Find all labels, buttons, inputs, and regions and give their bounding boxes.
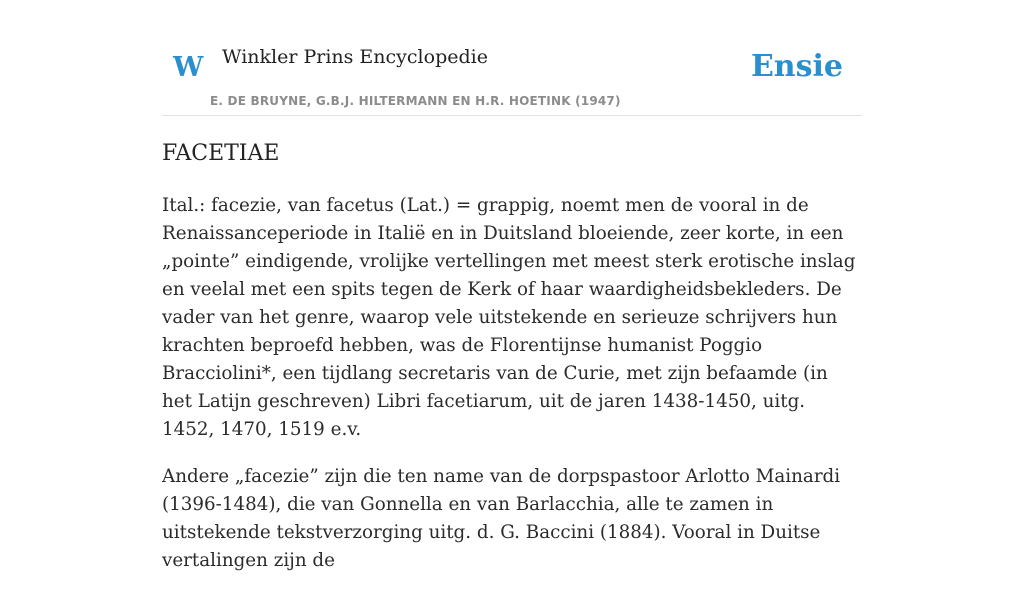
source-header (162, 0, 862, 116)
entry-title: FACETIAE (162, 141, 280, 166)
entry-paragraph-1: Ital.: facezie, van facetus (Lat.) = grappig, noemt men de vooral in de Renaissanceperiode in Italië en in Duitsland bloeiende, zeer korte, in een „pointe” eindigende, vrolijke vertellingen met meest sterk erotische inslag en veelal met een spits tegen de Kerk of haar waardigheidsbekleders. De vader van het genre, waarop vele uitstekende en serieuze schrijvers hun krachten beproefd hebben, was de Florentijnse humanist Poggio Bracciolini*, een tijdlang secretaris van de Curie, met zijn befaamde (in het Latijn geschreven) Libri facetiarum, uit de jaren 1438-1450, uitg. 1452, 1470, 1519 e.v. (162, 195, 856, 440)
ensie-brand-logo[interactable]: Ensie (750, 49, 843, 84)
entry-body (162, 192, 862, 594)
source-logo-icon[interactable]: W (173, 52, 204, 83)
source-title-link[interactable]: Winkler Prins Encyclopedie (222, 46, 488, 68)
entry-paragraph-2: Andere „facezie” zijn die ten name van de dorpspastoor Arlotto Mainardi (1396-1484), die van Gonnella en van Barlacchia, alle te zamen in uitstekende tekstverzorging uitg. d. G. Baccini (1884). Vooral in Duitse vertalingen zijn de (162, 466, 841, 571)
source-authors: E. DE BRUYNE, G.B.J. HILTERMANN EN H.R. HOETINK (1947) (210, 94, 621, 108)
page-container (162, 0, 862, 571)
